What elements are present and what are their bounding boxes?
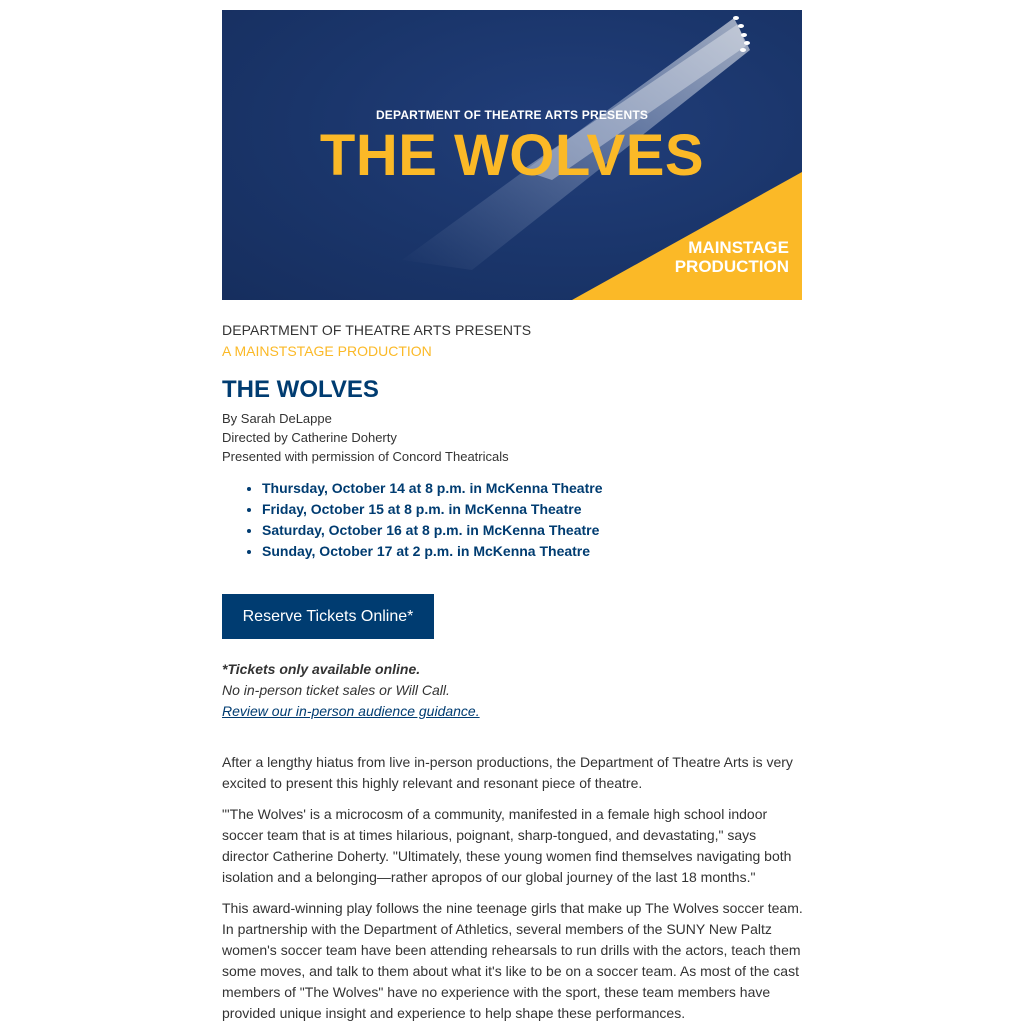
date-item: • Thursday, October 14 at 8 p.m. in McKenna Theatre [262, 478, 603, 499]
hero-title: THE WOLVES [319, 123, 705, 188]
date-item: • Saturday, October 16 at 8 p.m. in McKenna Theatre [262, 520, 603, 541]
hero-kicker: DEPARTMENT OF THEATRE ARTS PRESENTS [375, 108, 649, 122]
hero-banner [222, 10, 802, 300]
mainstage-badge [675, 238, 789, 276]
page-title: THE WOLVES [222, 376, 379, 403]
audience-guidance-link[interactable]: Review our in-person audience guidance. [222, 703, 480, 719]
director-credit: Directed by Catherine Doherty [222, 430, 397, 445]
reserve-tickets-button[interactable]: Reserve Tickets Online* [222, 594, 434, 639]
performance-dates [222, 478, 603, 562]
date-item: • Friday, October 15 at 8 p.m. in McKenna Theatre [262, 499, 603, 520]
production-subtitle: A MAINSTSTAGE PRODUCTION [222, 343, 432, 359]
department-heading: DEPARTMENT OF THEATRE ARTS PRESENTS [222, 322, 532, 338]
author-credit: By Sarah DeLappe [222, 411, 332, 426]
gold-corner-triangle [572, 172, 802, 300]
body-paragraph: This award-winning play follows the nine teenage girls that make up The Wolves soccer team. In partnership with the Department of Athletics, several members of the SUNY New Paltz women's soccer team have been attending rehearsals to run drills with the actors, teach them some moves, and talk to them about what it's like to be on a soccer team. As most of the cast members of "The Wolves" have no experience with the sport, these team members have provided unique insight and experience to help shape these performances. [222, 900, 803, 1021]
email-content [222, 10, 803, 1021]
badge-line-2: PRODUCTION [674, 257, 789, 276]
no-in-person-note: No in-person ticket sales or Will Call. [222, 682, 450, 698]
body-paragraph: "'The Wolves' is a microcosm of a community, manifested in a female high school indoor soccer team that is at times hilarious, poignant, sharp-tongued, and devastating," says director Catherine Doherty. "Ultimately, these young women find themselves navigating both isolation and a belonging—rather apropos of our global journey of the last 18 months." [222, 806, 792, 885]
online-only-note: *Tickets only available online. [222, 661, 421, 677]
body-paragraph: After a lengthy hiatus from live in-person productions, the Department of Theatre Arts is very excited to present this highly relevant and resonant piece of theatre. [222, 754, 793, 791]
permission-credit: Presented with permission of Concord Theatricals [222, 449, 509, 464]
date-item: • Sunday, October 17 at 2 p.m. in McKenna Theatre [262, 541, 603, 562]
badge-line-1: MAINSTAGE [688, 238, 789, 257]
guidance-note [222, 703, 480, 719]
